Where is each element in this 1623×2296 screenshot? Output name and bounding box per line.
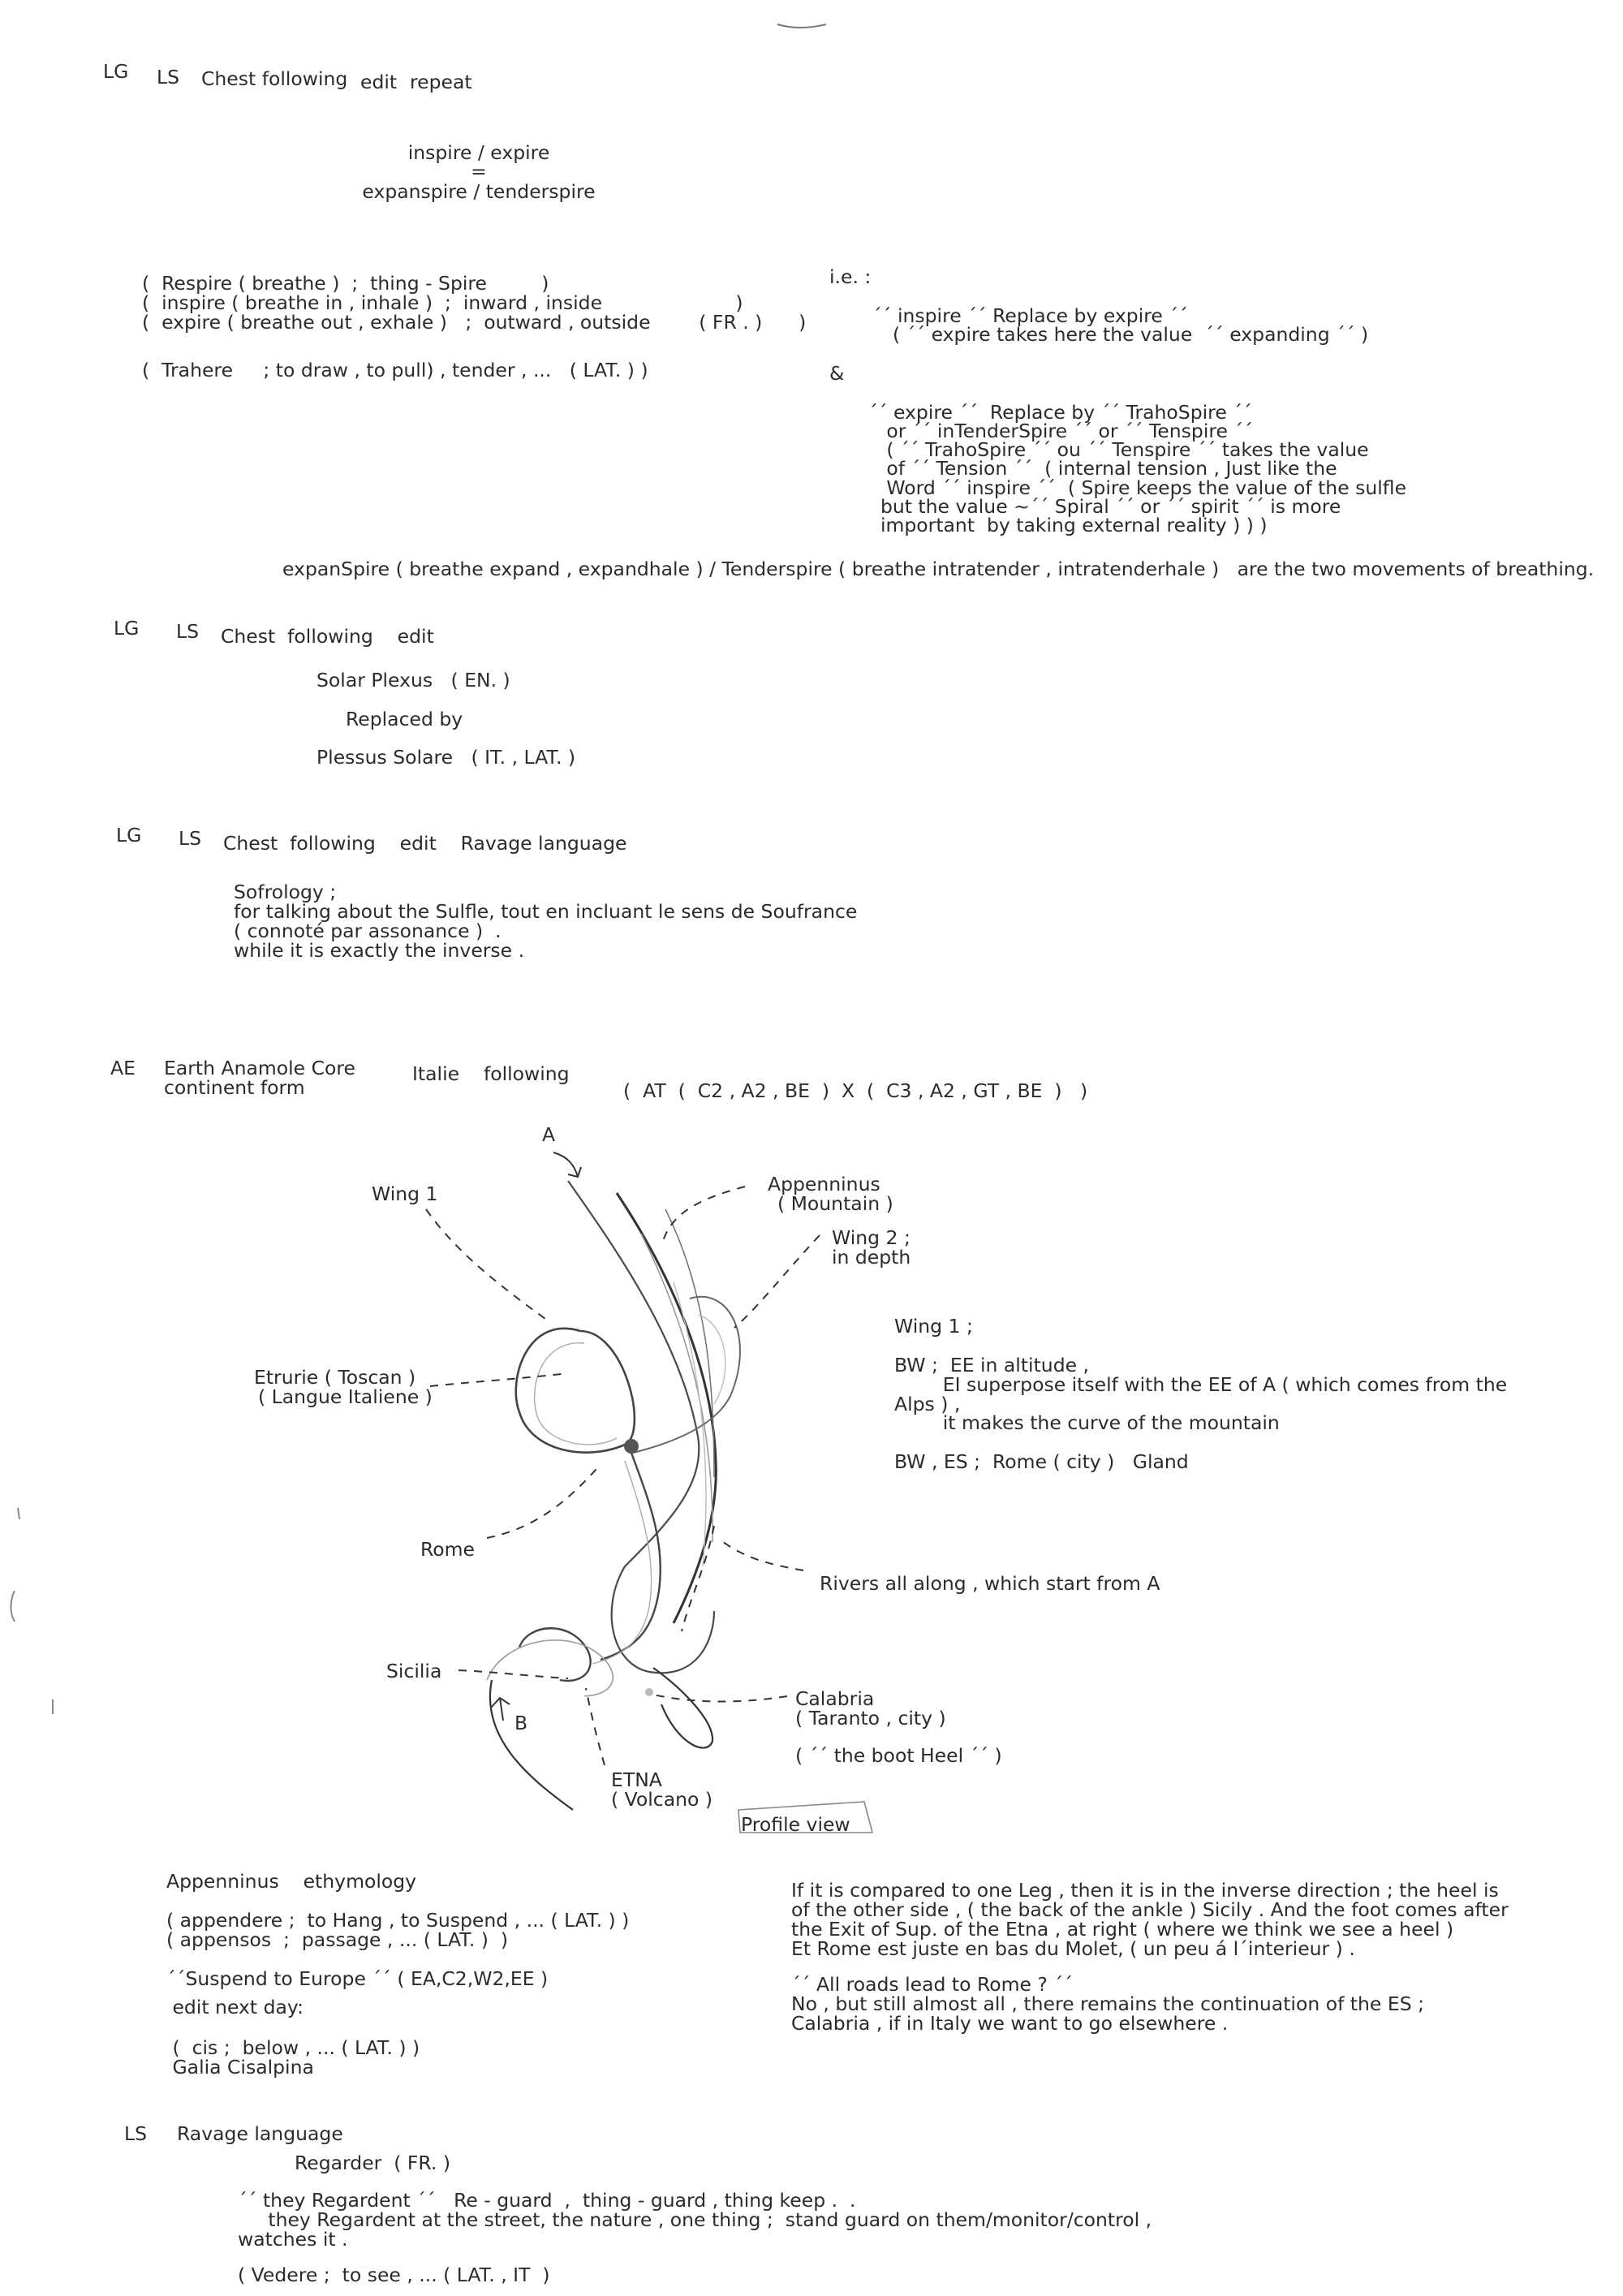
- section-header: Chest following: [201, 67, 348, 90]
- calabria-loop: [653, 1668, 712, 1748]
- label-calabria-taranto: ( Taranto , city ): [795, 1707, 946, 1730]
- leader-rivers: [718, 1538, 803, 1570]
- sofrology-line-2: for talking about the Sulfle, tout en incluant le sens de Soufrance: [234, 900, 858, 923]
- tag-ls: LS: [176, 620, 200, 643]
- sicilia-curl-outer: [487, 1640, 613, 1696]
- ridge-line-faint: [674, 1282, 706, 1566]
- leg-curve: [601, 1453, 661, 1660]
- label-boot-heel: ( ´´ the boot Heel ´´ ): [795, 1744, 1002, 1767]
- leader-apenninus: [661, 1187, 745, 1246]
- regarder-line-3: watches it .: [238, 2228, 348, 2251]
- leader-etna: [586, 1688, 605, 1765]
- label-apenninus: Appenninus: [768, 1173, 880, 1195]
- label-wing1: Wing 1: [372, 1182, 438, 1205]
- leg-note-4: Et Rome est juste en bas du Molet, ( un peu á l´interieur ) .: [791, 1937, 1355, 1960]
- apenninus-note-7: Galia Cisalpina: [166, 2056, 314, 2078]
- ampersand: &: [829, 362, 845, 385]
- tag-ae: AE: [110, 1057, 136, 1079]
- knot: [624, 1439, 639, 1454]
- taranto-dot: [645, 1688, 653, 1696]
- section-header: Ravage language: [177, 2122, 343, 2145]
- label-a: A: [542, 1123, 556, 1146]
- leg-note-5: ´´ All roads lead to Rome ? ´´: [791, 1973, 1073, 1996]
- expire-line: ( expire ( breathe out , exhale ) ; outward , outside ( FR . ) ): [142, 311, 807, 334]
- regarder-line-2: they Regardent at the street, the nature , one thing ; stand guard on them/monitor/control ,: [238, 2208, 1152, 2231]
- leg-note-2: of the other side , ( the back of the ankle ) Sicily . And the foot comes after: [791, 1898, 1509, 1921]
- formula-top: inspire / expire: [407, 141, 550, 164]
- leader-wing1: [426, 1209, 545, 1319]
- apenninus-note-3: ( appensos ; passage , ... ( LAT. ) ): [166, 1928, 509, 1951]
- label-calabria: Calabria: [795, 1687, 875, 1710]
- trahospire-line-4: of ´´ Tension ´´ ( internal tension , Just like the: [868, 457, 1337, 480]
- leg-note-3: the Exit of Sup. of the Etna , at right ( where we think we see a heel ): [791, 1918, 1454, 1941]
- etrurie-circle: [516, 1329, 635, 1453]
- inspire-line: ( inspire ( breathe in , inhale ) ; inward , inside ): [142, 291, 743, 314]
- label-apenninus-mountain: ( Mountain ): [777, 1192, 893, 1215]
- trahospire-line-2: or ´´ inTenderSpire ´´ or ´´ Tenspire ´´: [868, 420, 1253, 442]
- label-rome: Rome: [420, 1538, 476, 1561]
- trahospire-line-1: ´´ expire ´´ Replace by ´´ TrahoSpire ´´: [868, 401, 1252, 424]
- leader-rome: [487, 1469, 596, 1538]
- wing-note-2: BW ; EE in altitude ,: [894, 1354, 1090, 1376]
- label-profile-view: Profile view: [741, 1813, 850, 1836]
- tag-lg: LG: [114, 617, 140, 640]
- formula-eq: =: [471, 160, 487, 183]
- wing-note-1: Wing 1 ;: [894, 1315, 973, 1338]
- leader-rivers-2: [682, 1526, 714, 1631]
- trahere-line: ( Trahere ; to draw , to pull) , tender , ... ( LAT. ) ): [142, 359, 648, 381]
- solar-plexus-line: Solar Plexus ( EN. ): [316, 669, 510, 691]
- sicilia-curl: [519, 1628, 591, 1681]
- regarder-line-4: ( Vedere ; to see , ... ( LAT. , IT ): [238, 2264, 550, 2286]
- label-etrurie: Etrurie ( Toscan ): [254, 1366, 416, 1389]
- sofrology-line-3: ( connoté par assonance ) .: [234, 920, 502, 942]
- leader-calabria: [653, 1695, 787, 1702]
- breathing-summary: expanSpire ( breathe expand , expandhale ) / Tenderspire ( breathe intratender , intratenderhale ) are the two movements of breathing.: [282, 558, 1595, 580]
- leg-note-1: If it is compared to one Leg , then it is in the inverse direction ; the heel is: [791, 1879, 1499, 1902]
- replaced-by-line: Replaced by: [346, 708, 463, 730]
- regarder-line-1: ´´ they Regardent ´´ Re - guard , thing - guard , thing keep . .: [238, 2189, 856, 2212]
- tag-lg: LG: [103, 60, 129, 83]
- leg-note-6: No , but still almost all , there remains the continuation of the ES ;: [791, 1992, 1424, 2015]
- etrurie-circle-inner: [535, 1343, 617, 1445]
- outline-outer: [568, 1181, 714, 1673]
- label-rivers: Rivers all along , which start from A: [820, 1572, 1160, 1595]
- apenninus-note-2: ( appendere ; to Hang , to Suspend , ... ( LAT. ) ): [166, 1909, 630, 1932]
- wing-note-3: EI superpose itself with the EE of A ( which comes from the: [894, 1373, 1508, 1396]
- outline-inner: [641, 1234, 712, 1542]
- section-header: Chest following edit: [221, 625, 434, 648]
- label-etna: ETNA: [611, 1768, 662, 1791]
- regarder-title: Regarder ( FR. ): [295, 2152, 451, 2174]
- trahospire-line-5: Word ´´ inspire ´´ ( Spire keeps the value of the sulfle: [868, 476, 1407, 499]
- wing-note-5: it makes the curve of the mountain: [894, 1411, 1280, 1434]
- margin-marks: [11, 1508, 54, 1714]
- arrow-a: [553, 1152, 581, 1177]
- apenninus-note-5: edit next day:: [166, 1996, 304, 2018]
- plessus-solare-line: Plessus Solare ( IT. , LAT. ): [316, 746, 576, 769]
- sofrology-line-4: while it is exactly the inverse .: [234, 939, 525, 962]
- tag-lg: LG: [116, 824, 142, 846]
- label-wing2: Wing 2 ;: [832, 1226, 911, 1249]
- replace-expire-line: ´´ inspire ´´ Replace by expire ´´: [872, 304, 1188, 327]
- trahospire-line-3: ( ´´ TrahoSpire ´´ ou ´´ Tenspire ´´ takes the value: [868, 438, 1369, 461]
- formula-bottom: expanspire / tenderspire: [362, 180, 596, 203]
- wing-note-4: Alps ) ,: [894, 1393, 961, 1415]
- trahospire-line-7: important by taking external reality ) ) ): [868, 514, 1268, 536]
- expire-value-line: ( ´´ expire takes here the value ´´ expanding ´´ ): [893, 323, 1369, 346]
- italy-formula: ( AT ( C2 , A2 , BE ) X ( C3 , A2 , GT , BE ) ): [623, 1079, 1088, 1102]
- tag-ls: LS: [157, 66, 180, 88]
- leader-sicilia: [458, 1670, 568, 1678]
- label-etna-volcano: ( Volcano ): [611, 1788, 713, 1811]
- apenninus-note-1: Appenninus ethymology: [166, 1870, 417, 1893]
- label-sicilia: Sicilia: [386, 1660, 442, 1682]
- tag-ls: LS: [179, 827, 202, 850]
- wing2-loop: [633, 1297, 740, 1453]
- top-mark: [777, 24, 826, 28]
- leader-etrurie: [430, 1373, 568, 1386]
- label-etrurie-langue: ( Langue Italiene ): [258, 1385, 433, 1408]
- edit-label: edit: [360, 71, 398, 93]
- label-b: B: [514, 1712, 528, 1734]
- leg-note-7: Calabria , if in Italy we want to go elsewhere .: [791, 2012, 1229, 2035]
- ie-label: i.e. :: [829, 265, 872, 288]
- label-wing2-depth: in depth: [832, 1246, 911, 1269]
- arrow-b: [491, 1698, 510, 1721]
- trahospire-line-6: but the value ~´´ Spiral ´´ or ´´ spirit ´´ is more: [868, 495, 1341, 518]
- apenninus-note-4: ´´Suspend to Europe ´´ ( EA,C2,W2,EE ): [166, 1967, 549, 1990]
- italy-title-2: continent form: [164, 1076, 305, 1099]
- respire-line: ( Respire ( breathe ) ; thing - Spire ): [142, 272, 549, 295]
- tag-ls: LS: [124, 2122, 148, 2145]
- sofrology-line-1: Sofrology ;: [234, 881, 337, 903]
- wing-note-6: BW , ES ; Rome ( city ) Gland: [894, 1450, 1189, 1473]
- italie-following: Italie following: [412, 1062, 570, 1085]
- section-header: Chest following edit Ravage language: [223, 832, 627, 855]
- apenninus-note-6: ( cis ; below , ... ( LAT. ) ): [166, 2036, 420, 2059]
- leader-wing2: [734, 1235, 820, 1328]
- italy-title-1: Earth Anamole Core: [164, 1057, 355, 1079]
- repeat-label: repeat: [410, 71, 472, 93]
